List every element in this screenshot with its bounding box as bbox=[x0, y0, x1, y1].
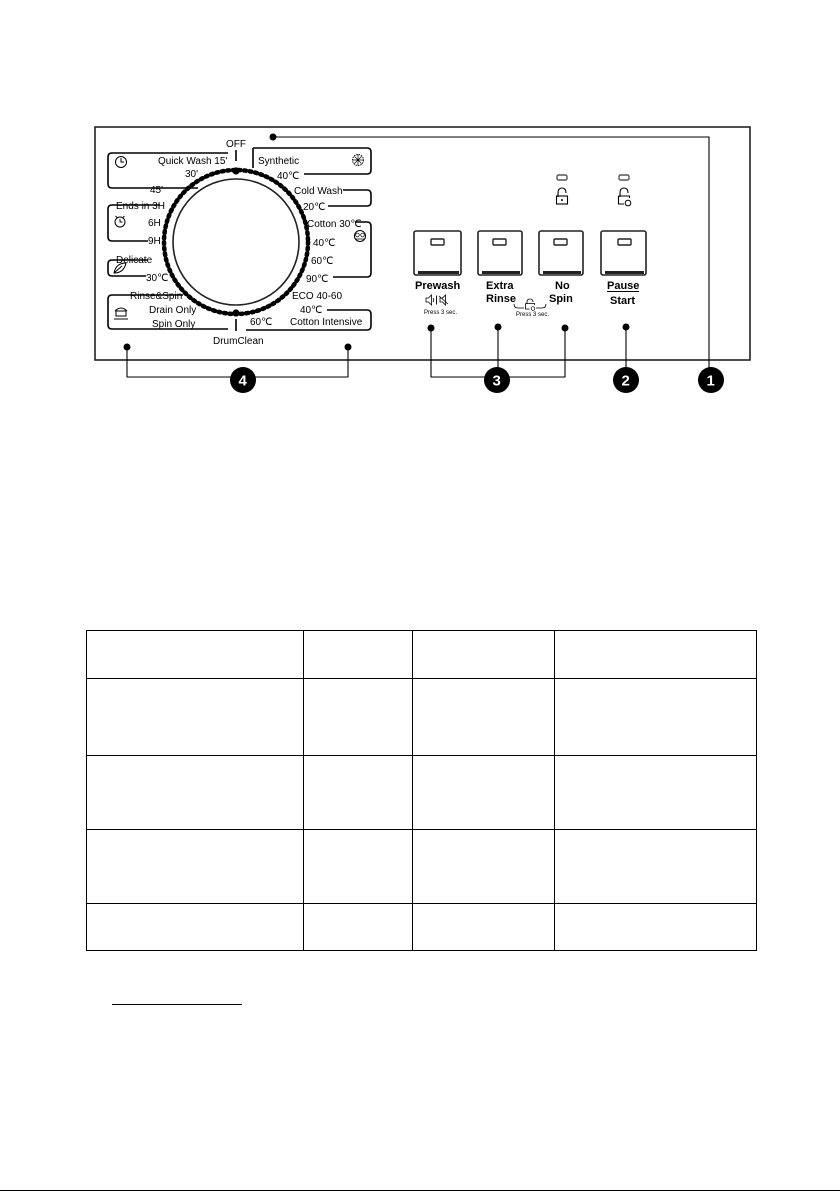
program-cold-wash: Cold Wash bbox=[294, 186, 343, 197]
program-drum-clean: DrumClean bbox=[213, 336, 264, 347]
table-row bbox=[87, 631, 757, 679]
clock-fast-icon bbox=[116, 157, 127, 168]
spin-label: Spin bbox=[549, 293, 573, 305]
program-synthetic: Synthetic bbox=[258, 156, 300, 167]
table-row bbox=[87, 756, 757, 830]
sound-icon bbox=[426, 295, 448, 305]
svg-text:1: 1 bbox=[706, 372, 715, 390]
lock-indicator-led bbox=[557, 175, 567, 180]
rinse-label: Rinse bbox=[486, 293, 516, 305]
combo-child-lock-icon bbox=[526, 299, 535, 310]
cotton-40: 40℃ bbox=[313, 238, 336, 249]
combo-hold-hint: Press 3 sec. bbox=[516, 312, 550, 318]
program-dial[interactable] bbox=[173, 179, 299, 305]
program-delicate: Delicate bbox=[116, 255, 153, 266]
intensive-60: 60℃ bbox=[250, 317, 273, 328]
ends-in-9h: 9H bbox=[148, 236, 161, 247]
drumclean-marker-dot bbox=[232, 309, 239, 316]
table-cell bbox=[304, 756, 413, 830]
callout-badge-4 bbox=[230, 367, 256, 393]
program-eco: ECO 40-60 bbox=[292, 291, 343, 302]
no-label: No bbox=[555, 280, 570, 292]
table-cell bbox=[304, 830, 413, 904]
program-rinse-spin: Rinse&Spin bbox=[130, 291, 183, 302]
table-cell bbox=[304, 679, 413, 756]
page-bottom-rule bbox=[0, 1190, 840, 1191]
program-quick-wash: Quick Wash 15' bbox=[158, 156, 228, 167]
program-spin-only: Spin Only bbox=[152, 319, 196, 330]
callout-badge-1 bbox=[698, 367, 724, 393]
table-cell bbox=[555, 679, 757, 756]
svg-text:3: 3 bbox=[492, 372, 501, 390]
extra-rinse-button[interactable] bbox=[478, 231, 522, 275]
table-cell bbox=[87, 904, 304, 951]
extra-label: Extra bbox=[486, 280, 514, 292]
timer-icon bbox=[115, 216, 125, 227]
snowflake-icon bbox=[353, 155, 364, 166]
delicate-30: 30℃ bbox=[146, 273, 169, 284]
table-cell bbox=[413, 904, 555, 951]
dial-off-label: OFF bbox=[226, 139, 246, 150]
program-cotton: Cotton 30℃ bbox=[307, 219, 362, 230]
table-cell bbox=[413, 679, 555, 756]
quick-wash-30: 30' bbox=[185, 169, 199, 180]
table-row bbox=[87, 830, 757, 904]
intensive-40: 40℃ bbox=[300, 305, 323, 316]
table-cell bbox=[555, 631, 757, 679]
table-row bbox=[87, 679, 757, 756]
pause-start-button[interactable] bbox=[601, 231, 646, 275]
start-label: Start bbox=[610, 295, 636, 307]
table-cell bbox=[555, 756, 757, 830]
program-drain-only: Drain Only bbox=[149, 305, 197, 316]
note-underline bbox=[112, 1004, 242, 1005]
ends-in-6h: 6H bbox=[148, 218, 161, 229]
svg-text:2: 2 bbox=[621, 372, 630, 390]
cotton-bracket bbox=[333, 222, 371, 277]
control-panel-diagram bbox=[0, 0, 840, 420]
quick-wash-45: 45' bbox=[150, 185, 164, 196]
table-cell bbox=[87, 830, 304, 904]
table-cell bbox=[304, 631, 413, 679]
pause-label: Pause bbox=[607, 280, 640, 292]
no-spin-button[interactable] bbox=[539, 231, 583, 275]
child-lock-icon bbox=[619, 188, 631, 206]
callout-badge-3 bbox=[484, 367, 510, 393]
spec-table bbox=[86, 630, 757, 951]
cold-wash-20: 20℃ bbox=[303, 202, 326, 213]
prewash-button[interactable] bbox=[414, 231, 461, 275]
program-ends-in: Ends in 3H bbox=[116, 201, 165, 212]
cotton-60: 60℃ bbox=[311, 256, 334, 267]
table-cell bbox=[555, 830, 757, 904]
table-cell bbox=[413, 631, 555, 679]
table-cell bbox=[87, 756, 304, 830]
rinse-spin-icon bbox=[114, 308, 128, 319]
table-cell bbox=[413, 830, 555, 904]
callout-badge-2 bbox=[613, 367, 639, 393]
lock-icon bbox=[557, 188, 568, 204]
table-cell bbox=[413, 756, 555, 830]
cotton-icon bbox=[355, 231, 366, 242]
svg-text:4: 4 bbox=[238, 372, 247, 390]
table-cell bbox=[87, 679, 304, 756]
table-cell bbox=[304, 904, 413, 951]
table-cell bbox=[555, 904, 757, 951]
off-marker-dot bbox=[232, 167, 239, 174]
program-cotton-intensive: Cotton Intensive bbox=[290, 317, 363, 328]
child-lock-indicator-led bbox=[619, 175, 629, 180]
table-cell bbox=[87, 631, 304, 679]
combo-bracket bbox=[514, 304, 546, 308]
synthetic-40: 40℃ bbox=[277, 171, 300, 182]
cotton-90: 90℃ bbox=[306, 274, 329, 285]
table-row bbox=[87, 904, 757, 951]
prewash-label: Prewash bbox=[415, 280, 461, 292]
prewash-hold-hint: Press 3 sec. bbox=[424, 310, 458, 316]
